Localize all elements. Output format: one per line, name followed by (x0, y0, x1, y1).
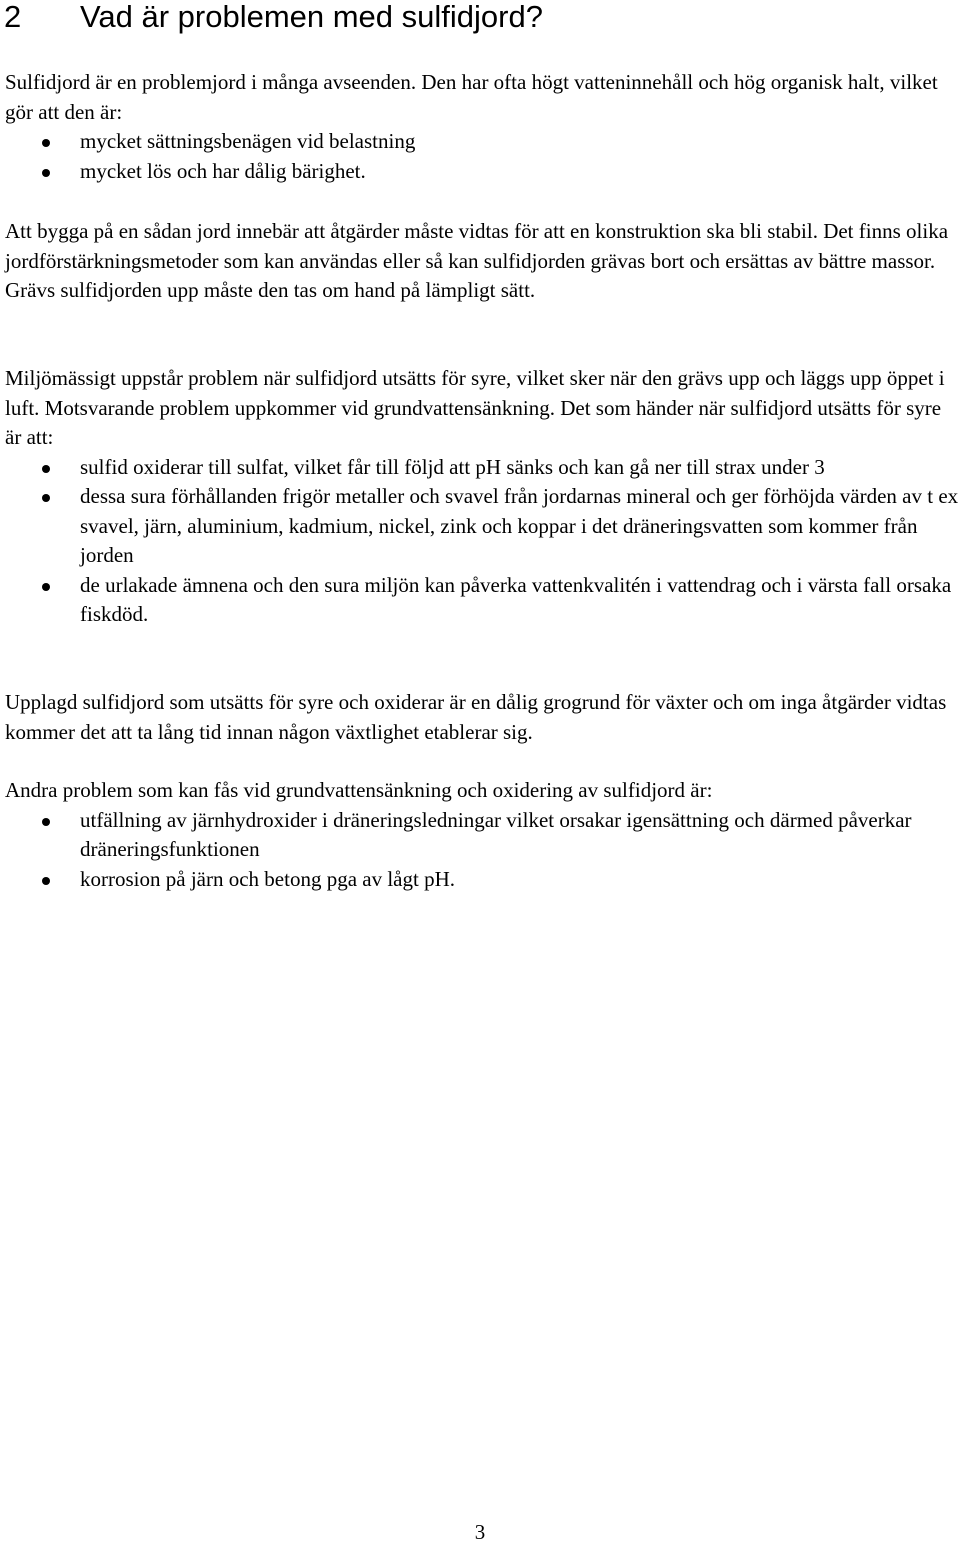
bullet-icon (42, 169, 50, 177)
section-number: 2 (4, 0, 22, 34)
paragraph-environment (5, 364, 960, 630)
paragraph-text: Att bygga på en sådan jord innebär att åtgärder måste vidtas för att en konstruktion ska bli stabil. Det finns olika jordförstärkningsmetoder som kan användas eller så kan sulfidjorden grävas bort och ersättas av bättre massor. Grävs sulfidjorden upp måste den tas om hand på lämpligt sätt. (5, 219, 949, 302)
list-item-text: mycket sättningsbenägen vid belastning (80, 129, 416, 153)
paragraph-other-problems (5, 776, 960, 894)
list-item (5, 571, 960, 630)
list-item-text: korrosion på järn och betong pga av lågt pH. (80, 866, 455, 891)
list-item-text: de urlakade ämnena och den sura miljön kan påverka vattenkvalitén i vattendrag och i värsta fall orsaka fiskdöd. (80, 572, 952, 626)
list-item-text: sulfid oxiderar till sulfat, vilket får till följd att pH sänks och kan gå ner till strax under 3 (80, 454, 825, 479)
bullet-icon (42, 465, 50, 473)
list-item (5, 157, 960, 187)
list-item (5, 453, 960, 483)
bullet-list (5, 806, 960, 895)
list-item-text: mycket lös och har dålig bärighet. (80, 158, 366, 183)
list-item (5, 806, 960, 865)
bullet-icon (42, 818, 50, 826)
page-number: 3 (474, 1520, 486, 1544)
paragraph-text: Miljömässigt uppstår problem när sulfidjord utsätts för syre, vilket sker när den grävs upp och läggs upp öppet i luft. Motsvarande problem uppkommer vid grundvattensänkning. Det som händer när sulfidjord utsätts för syre är att: (5, 366, 945, 449)
paragraph-intro (5, 68, 960, 186)
list-item (5, 127, 960, 157)
bullet-icon (42, 877, 50, 885)
bullet-icon (42, 494, 50, 502)
section-title: Vad är problemen med sulfidjord? (80, 0, 543, 34)
paragraph-text: Upplagd sulfidjord som utsätts för syre och oxiderar är en dålig grogrund för växter och om inga åtgärder vidtas kommer det att ta lång tid innan någon växtlighet etablerar sig. (5, 690, 947, 744)
list-item-text: utfällning av järnhydroxider i dräneringsledningar vilket orsakar igensättning och därmed påverkar dräneringsfunktionen (80, 807, 912, 861)
section-heading (4, 0, 543, 34)
list-item (5, 865, 960, 895)
paragraph-text: Sulfidjord är en problemjord i många avseenden. Den har ofta högt vatteninnehåll och hög organisk halt, vilket gör att den är: (5, 70, 938, 124)
list-item-text: dessa sura förhållanden frigör metaller och svavel från jordarnas mineral och ger förhöjda värden av t ex svavel, järn, aluminium, kadmium, nickel, zink och koppar i det dräneringsvatten som kommer från jorden (80, 484, 959, 567)
bullet-list (5, 127, 960, 186)
paragraph-construction (5, 217, 960, 306)
paragraph-vegetation (5, 688, 960, 747)
bullet-icon (42, 583, 50, 591)
bullet-list (5, 453, 960, 630)
list-item (5, 482, 960, 571)
paragraph-text: Andra problem som kan fås vid grundvattensänkning och oxidering av sulfidjord är: (5, 778, 713, 802)
bullet-icon (42, 139, 50, 147)
